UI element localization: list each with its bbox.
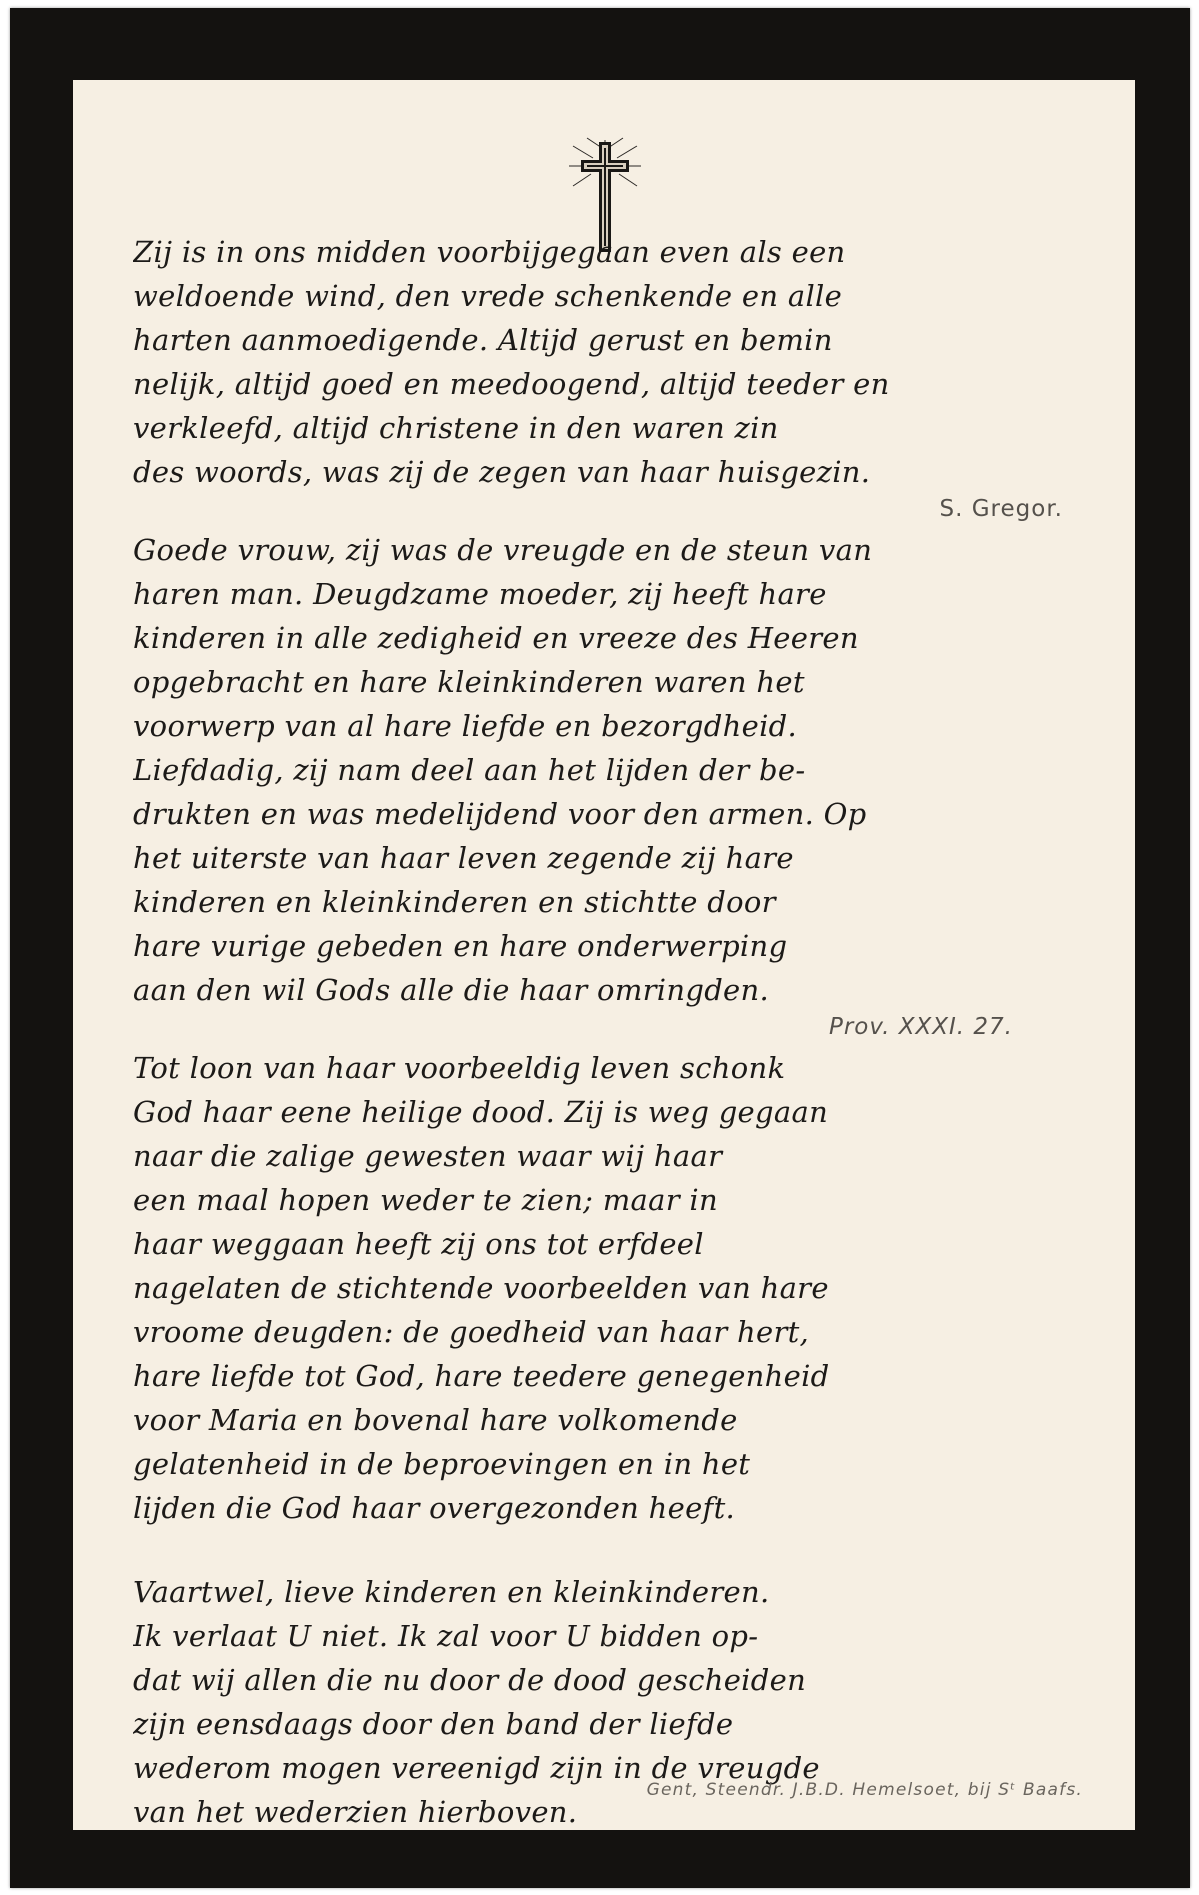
text-line: Zij is in ons midden voorbijgegaan even als een: [133, 235, 846, 269]
paragraph-2: [133, 528, 1073, 1012]
text-line: aan den wil Gods alle die haar omringden.: [133, 973, 770, 1007]
text-line: weldoende wind, den vrede schenkende en alle: [133, 279, 843, 313]
paragraph-gap: [133, 1530, 1073, 1570]
text-line: Vaartwel, lieve kinderen en kleinkinderen.: [133, 1575, 770, 1609]
text-line: zijn eensdaags door den band der liefde: [133, 1707, 734, 1741]
text-line: gelatenheid in de beproevingen en in het: [133, 1447, 751, 1481]
printer-imprint: Gent, Steendr. J.B.D. Hemelsoet, bij Sᵗ Baafs.: [646, 1780, 1083, 1800]
text-line: God haar eene heilige dood. Zij is weg gegaan: [133, 1095, 829, 1129]
card-panel: [73, 80, 1135, 1830]
text-line: nelijk, altijd goed en meedoogend, altijd teeder en: [133, 367, 890, 401]
text-line: haar weggaan heeft zij ons tot erfdeel: [133, 1227, 704, 1261]
text-line: Ik verlaat U niet. Ik zal voor U bidden op-: [133, 1619, 759, 1653]
text-line: voor Maria en bovenal hare volkomende: [133, 1403, 738, 1437]
text-line: Liefdadig, zij nam deel aan het lijden der be-: [133, 753, 806, 787]
memorial-card: [10, 8, 1190, 1888]
text-line: wederom mogen vereenigd zijn in de vreugde: [133, 1751, 820, 1785]
text-line: kinderen in alle zedigheid en vreeze des Heeren: [133, 621, 859, 655]
paragraph-1: [133, 230, 1073, 494]
text-line: voorwerp van al hare liefde en bezorgdheid.: [133, 709, 798, 743]
text-line: opgebracht en hare kleinkinderen waren het: [133, 665, 805, 699]
text-line: Tot loon van haar voorbeeldig leven schonk: [133, 1051, 786, 1085]
text-line: naar die zalige gewesten waar wij haar: [133, 1139, 723, 1173]
text-line: het uiterste van haar leven zegende zij hare: [133, 841, 794, 875]
text-line: lijden die God haar overgezonden heeft.: [133, 1491, 736, 1525]
text-line: Goede vrouw, zij was de vreugde en de steun van: [133, 533, 873, 567]
memorial-text: [133, 230, 1073, 1834]
text-line: hare liefde tot God, hare teedere genegenheid: [133, 1359, 830, 1393]
text-line: haren man. Deugdzame moeder, zij heeft hare: [133, 577, 827, 611]
text-line: verkleefd, altijd christene in den waren zin: [133, 411, 779, 445]
paragraph-3: [133, 1046, 1073, 1530]
text-line: drukten en was medelijdend voor den armen. Op: [133, 797, 867, 831]
text-line: een maal hopen weder te zien; maar in: [133, 1183, 718, 1217]
text-line: van het wederzien hierboven.: [133, 1795, 578, 1829]
text-line: harten aanmoedigende. Altijd gerust en bemin: [133, 323, 833, 357]
text-line: kinderen en kleinkinderen en stichtte door: [133, 885, 776, 919]
text-line: dat wij allen die nu door de dood gescheiden: [133, 1663, 807, 1697]
attribution-gregor: S. Gregor.: [939, 496, 1063, 522]
text-line: des woords, was zij de zegen van haar huisgezin.: [133, 455, 871, 489]
text-line: nagelaten de stichtende voorbeelden van hare: [133, 1271, 829, 1305]
text-line: vroome deugden: de goedheid van haar hert,: [133, 1315, 810, 1349]
attribution-proverbs: Prov. XXXI. 27.: [828, 1014, 1013, 1040]
text-line: hare vurige gebeden en hare onderwerping: [133, 929, 788, 963]
